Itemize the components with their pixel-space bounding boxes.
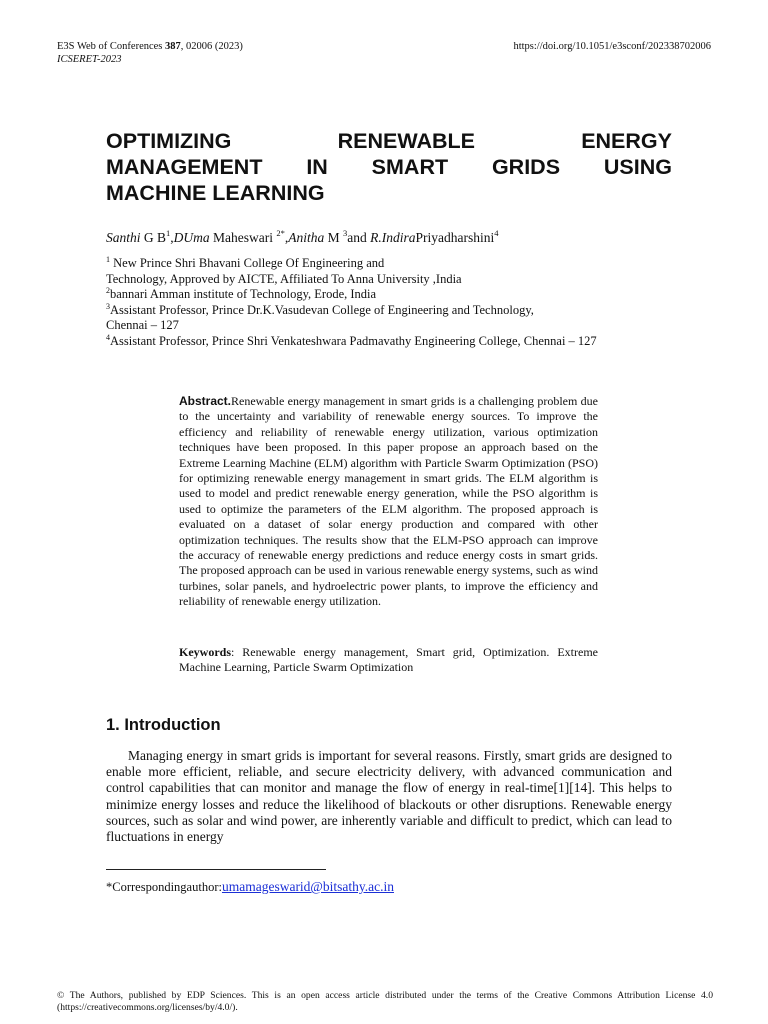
author-3-first: Anitha: [288, 230, 325, 245]
author-1-first: Santhi: [106, 230, 141, 245]
author-list: [106, 230, 499, 246]
affiliation-text: bannari Amman institute of Technology, Erode, India: [110, 287, 377, 301]
title-line-3: MACHINE LEARNING: [106, 181, 325, 205]
keywords-label: Keywords: [179, 645, 231, 659]
affiliation-text: Chennai – 127: [106, 318, 179, 332]
section-heading-introduction: 1. Introduction: [106, 716, 221, 734]
author-1-rest: G B: [140, 230, 167, 245]
affiliation-text: New Prince Shri Bhavani College Of Engineering and: [110, 256, 385, 270]
article-ref: , 02006 (2023): [180, 41, 243, 52]
author-1-sup: 1: [166, 228, 171, 238]
affiliation-line: [106, 303, 696, 319]
author-sep-2: ,: [284, 230, 289, 245]
affiliations: [106, 256, 696, 349]
affiliation-line: [106, 272, 696, 288]
affiliation-line: [106, 256, 696, 272]
author-email-link[interactable]: umamageswarid@bitsathy.ac.in: [221, 879, 394, 894]
affiliation-line: [106, 318, 696, 334]
journal-volume: 387: [165, 41, 181, 52]
title-line-1: OPTIMIZING RENEWABLE ENERGY: [106, 129, 672, 153]
abstract-label: Abstract.: [179, 394, 232, 408]
author-2-rest: Maheswari: [209, 230, 277, 245]
affiliation-sup: 3: [106, 301, 110, 311]
author-4-sup: 4: [494, 228, 499, 238]
corresponding-author-footnote: [106, 879, 394, 895]
conference-name: ICSERET-2023: [57, 54, 122, 65]
keywords: [179, 645, 598, 676]
author-2-sup: 2*: [276, 228, 285, 238]
paper-title: [106, 128, 672, 206]
affiliation-sup: 2: [106, 286, 110, 295]
author-4-rest: Priyadharshini: [415, 230, 495, 245]
abstract-text: Renewable energy management in smart grids is a challenging problem due to the uncertainty and variability of renewable energy sources. To improve the efficiency and reliability of renewable energy utilization, various optimization techniques have been proposed. In this paper propose an approach based on the Extreme Learning Machine (ELM) algorithm with Particle Swarm Optimization (PSO) for optimizing renewable energy management in smart grids. The ELM algorithm is used to model and predict renewable energy generation, while the PSO algorithm is used to optimize the parameters of the ELM algorithm. The proposed approach is evaluated on a dataset of solar energy production and compared with other optimization techniques. The results show that the ELM-PSO approach can improve the accuracy of renewable energy predictions and reduce energy costs in smart grids. The proposed approach can be used in various renewable energy systems, such as wind turbines, solar panels, and hydroelectric power plants, to improve the efficiency and reliability of renewable energy utilization.: [179, 394, 598, 609]
affiliation-text: Assistant Professor, Prince Shri Venkateshwara Padmavathy Engineering College, Chennai – 127: [110, 333, 597, 348]
introduction-paragraph: Managing energy in smart grids is important for several reasons. Firstly, smart grids are designed to enable more efficient, reliable, and secure electricity delivery, with advanced communication and control capabilities that can monitor and manage the flow of energy in real-time[1][14]. This helps to minimize energy losses and reduce the likelihood of blackouts or other disruptions. Renewable energy sources, such as solar and wind power, are inherently variable and difficult to predict, which can lead to fluctuations in energy: [106, 748, 672, 845]
journal-prefix: E3S Web of Conferences: [57, 41, 166, 52]
author-sep-3: and: [347, 230, 371, 245]
keywords-text: : Renewable energy management, Smart grid, Optimization. Extreme Machine Learning, Particle Swarm Optimization: [179, 645, 598, 675]
author-2-first: DUma: [173, 230, 210, 245]
affiliation-text: Assistant Professor, Prince Dr.K.Vasudevan College of Engineering and Technology,: [110, 302, 534, 317]
license-notice: © The Authors, published by EDP Sciences. This is an open access article distributed under the terms of the Creative Commons Attribution License 4.0 (https://creativecommons.org/licenses/by/4.0/).: [57, 990, 713, 1013]
affiliation-line: [106, 334, 696, 350]
affiliation-text: Technology, Approved by AICTE, Affiliated To Anna University ,India: [106, 271, 462, 286]
journal-citation: [57, 40, 243, 53]
abstract: [179, 394, 598, 610]
author-sep-1: ,: [170, 230, 174, 245]
author-3-sup: 3: [343, 228, 348, 238]
footnote-divider: [106, 869, 326, 870]
author-3-rest: M: [324, 230, 344, 245]
title-line-2: MANAGEMENT IN SMART GRIDS USING: [106, 155, 672, 179]
doi-link[interactable]: https://doi.org/10.1051/e3sconf/202338702006: [513, 41, 711, 52]
author-4-first: R.Indira: [370, 230, 416, 245]
affiliation-sup: 4: [106, 332, 110, 342]
affiliation-sup: 1: [106, 255, 110, 264]
footnote-label: *Correspondingauthor:: [106, 880, 222, 894]
affiliation-line: [106, 287, 696, 303]
